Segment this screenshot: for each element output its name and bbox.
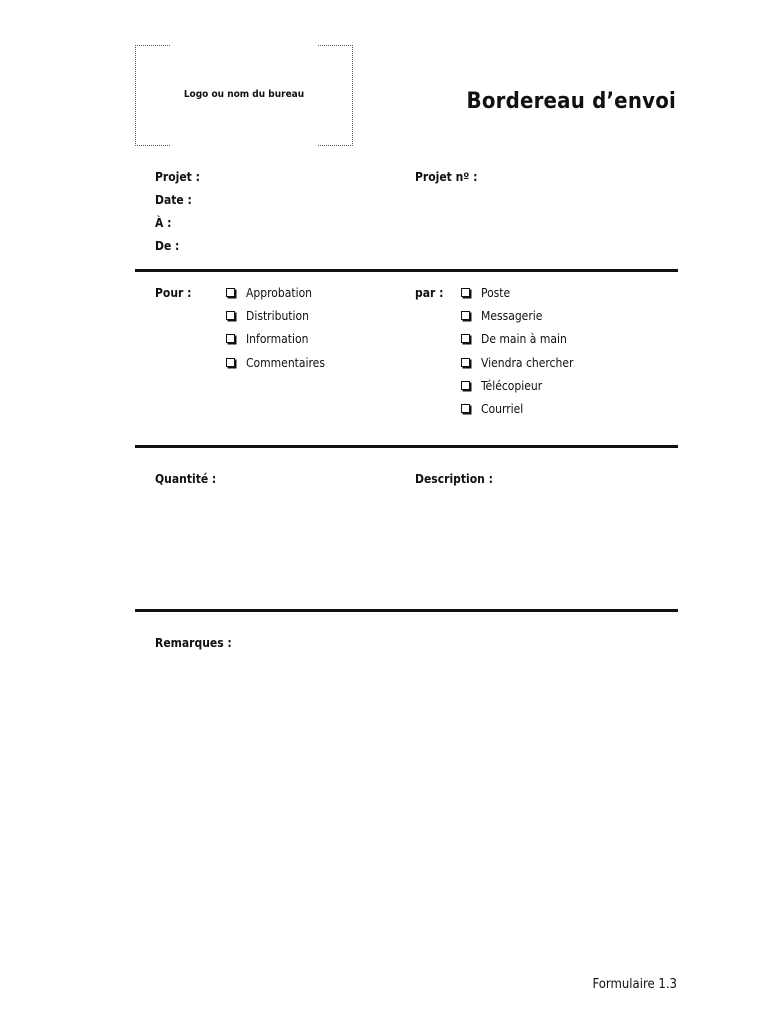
par-option-courriel[interactable]: [461, 402, 523, 416]
pour-label: Pour :: [155, 286, 192, 300]
checkbox-icon[interactable]: [461, 358, 470, 367]
option-label: De main à main: [481, 332, 567, 346]
pour-option-commentaires[interactable]: [226, 356, 325, 370]
par-label: par :: [415, 286, 444, 300]
par-option-poste[interactable]: [461, 286, 510, 300]
option-label: Distribution: [246, 309, 309, 323]
option-label: Commentaires: [246, 356, 325, 370]
checkbox-icon[interactable]: [226, 288, 235, 297]
logo-corner-bottom-right: [318, 111, 353, 146]
field-projet-no: Projet nº :: [415, 170, 478, 184]
field-description: Description :: [415, 472, 493, 486]
field-date: Date :: [155, 193, 192, 207]
pour-option-information[interactable]: [226, 332, 308, 346]
checkbox-icon[interactable]: [226, 334, 235, 343]
par-option-telecopieur[interactable]: [461, 379, 542, 393]
option-label: Poste: [481, 286, 511, 300]
form-number: Formulaire 1.3: [592, 977, 677, 992]
option-label: Approbation: [246, 286, 313, 300]
par-option-de-main-a-main[interactable]: [461, 332, 567, 346]
document-title: Bordereau d’envoi: [466, 89, 676, 114]
checkbox-icon[interactable]: [461, 404, 470, 413]
option-label: Information: [246, 332, 309, 346]
logo-placeholder: [135, 45, 353, 146]
checkbox-icon[interactable]: [461, 334, 470, 343]
section-divider-1: [135, 269, 678, 272]
field-projet: Projet :: [155, 170, 200, 184]
section-divider-3: [135, 609, 678, 612]
field-quantite: Quantité :: [155, 472, 217, 486]
option-label: Viendra chercher: [481, 356, 574, 370]
par-option-viendra-chercher[interactable]: [461, 356, 573, 370]
par-option-messagerie[interactable]: [461, 309, 542, 323]
field-de: De :: [155, 239, 180, 253]
checkbox-icon[interactable]: [461, 288, 470, 297]
option-label: Messagerie: [481, 309, 543, 323]
pour-option-distribution[interactable]: [226, 309, 309, 323]
logo-corner-top-left: [135, 45, 170, 80]
field-remarques: Remarques :: [155, 636, 232, 650]
checkbox-icon[interactable]: [461, 311, 470, 320]
field-a: À :: [155, 216, 172, 230]
logo-corner-top-right: [318, 45, 353, 80]
option-label: Télécopieur: [481, 379, 543, 393]
option-label: Courriel: [481, 402, 524, 416]
checkbox-icon[interactable]: [226, 311, 235, 320]
checkbox-icon[interactable]: [461, 381, 470, 390]
logo-corner-bottom-left: [135, 111, 170, 146]
section-divider-2: [135, 445, 678, 448]
pour-option-approbation[interactable]: [226, 286, 312, 300]
checkbox-icon[interactable]: [226, 358, 235, 367]
logo-placeholder-text: Logo ou nom du bureau: [183, 89, 305, 100]
